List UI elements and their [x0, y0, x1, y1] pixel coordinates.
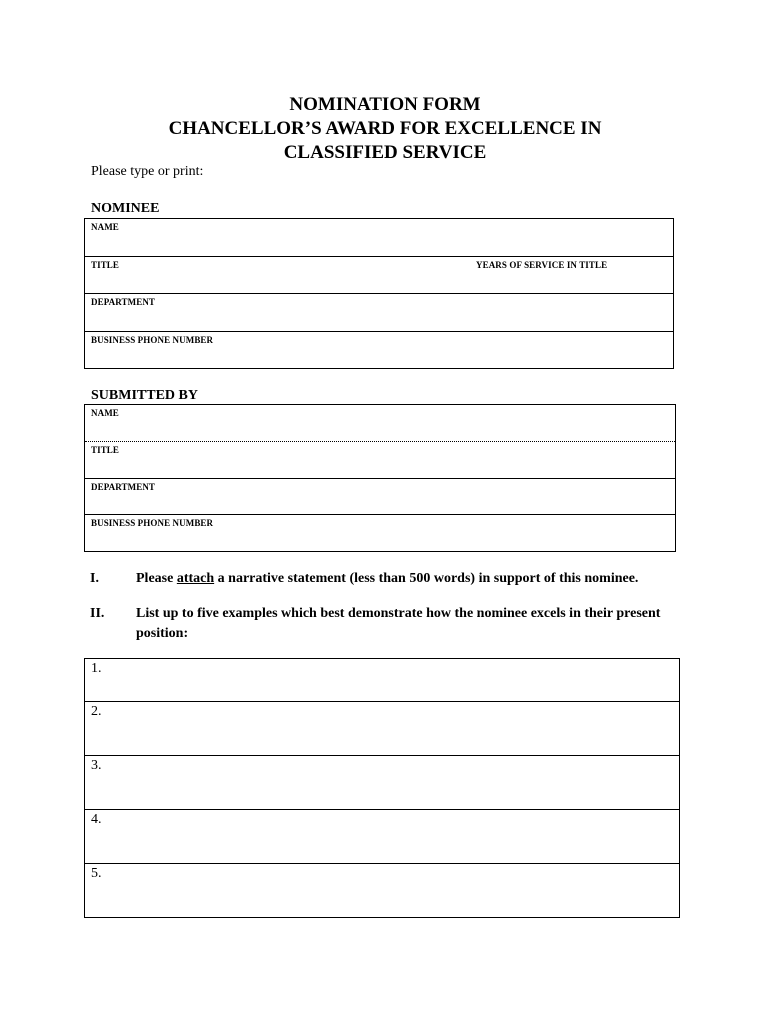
nominee-title-label: TITLE — [91, 260, 120, 270]
form-title: NOMINATION FORM — [289, 94, 481, 115]
example-number-5: 5. — [91, 866, 102, 881]
item-i-text-prefix: Please — [136, 571, 177, 586]
nominee-phone-field[interactable] — [85, 332, 673, 368]
submitter-department-field[interactable] — [85, 479, 675, 515]
instruction-text: Please type or print: — [91, 164, 204, 179]
nominee-title-field[interactable] — [85, 257, 673, 294]
example-field-5[interactable] — [85, 864, 679, 917]
example-number-1: 1. — [91, 661, 102, 676]
item-ii-number: II. — [90, 606, 105, 621]
submitter-name-field[interactable] — [85, 405, 675, 442]
example-number-4: 4. — [91, 812, 102, 827]
item-ii-text: List up to five examples which best demonstrate how the nominee excels in their present position: — [136, 606, 661, 641]
example-number-3: 3. — [91, 758, 102, 773]
example-field-4[interactable] — [85, 810, 679, 864]
submitter-phone-field[interactable] — [85, 515, 675, 551]
submitter-name-label: NAME — [91, 408, 119, 418]
submitter-title-field[interactable] — [85, 442, 675, 479]
item-i-text-suffix: a narrative statement (less than 500 words) in support of this nominee. — [214, 571, 639, 586]
nominee-heading: NOMINEE — [91, 201, 160, 216]
nominee-name-field[interactable] — [85, 219, 673, 257]
submitted-by-fields-box — [84, 404, 676, 552]
nominee-department-field[interactable] — [85, 294, 673, 332]
item-i-text — [136, 569, 696, 589]
award-title: CHANCELLOR’S AWARD FOR EXCELLENCE IN — [168, 118, 602, 139]
submitter-title-label: TITLE — [91, 445, 120, 455]
example-field-2[interactable] — [85, 702, 679, 756]
item-ii — [90, 604, 710, 646]
examples-box — [84, 658, 680, 918]
item-i — [90, 569, 710, 589]
item-i-number: I. — [90, 571, 99, 586]
submitter-phone-label: BUSINESS PHONE NUMBER — [91, 518, 214, 528]
example-field-3[interactable] — [85, 756, 679, 810]
submitter-department-label: DEPARTMENT — [91, 482, 156, 492]
award-title-continued: CLASSIFIED SERVICE — [283, 142, 487, 163]
nominee-department-label: DEPARTMENT — [91, 297, 156, 307]
example-number-2: 2. — [91, 704, 102, 719]
submitted-by-heading: SUBMITTED BY — [91, 388, 198, 403]
nominee-fields-box — [84, 218, 674, 369]
nominee-name-label: NAME — [91, 222, 119, 232]
example-field-1[interactable] — [85, 659, 679, 702]
nominee-phone-label: BUSINESS PHONE NUMBER — [91, 335, 214, 345]
nominee-years-label: YEARS OF SERVICE IN TITLE — [476, 260, 608, 270]
attach-emphasis: attach — [176, 571, 215, 586]
